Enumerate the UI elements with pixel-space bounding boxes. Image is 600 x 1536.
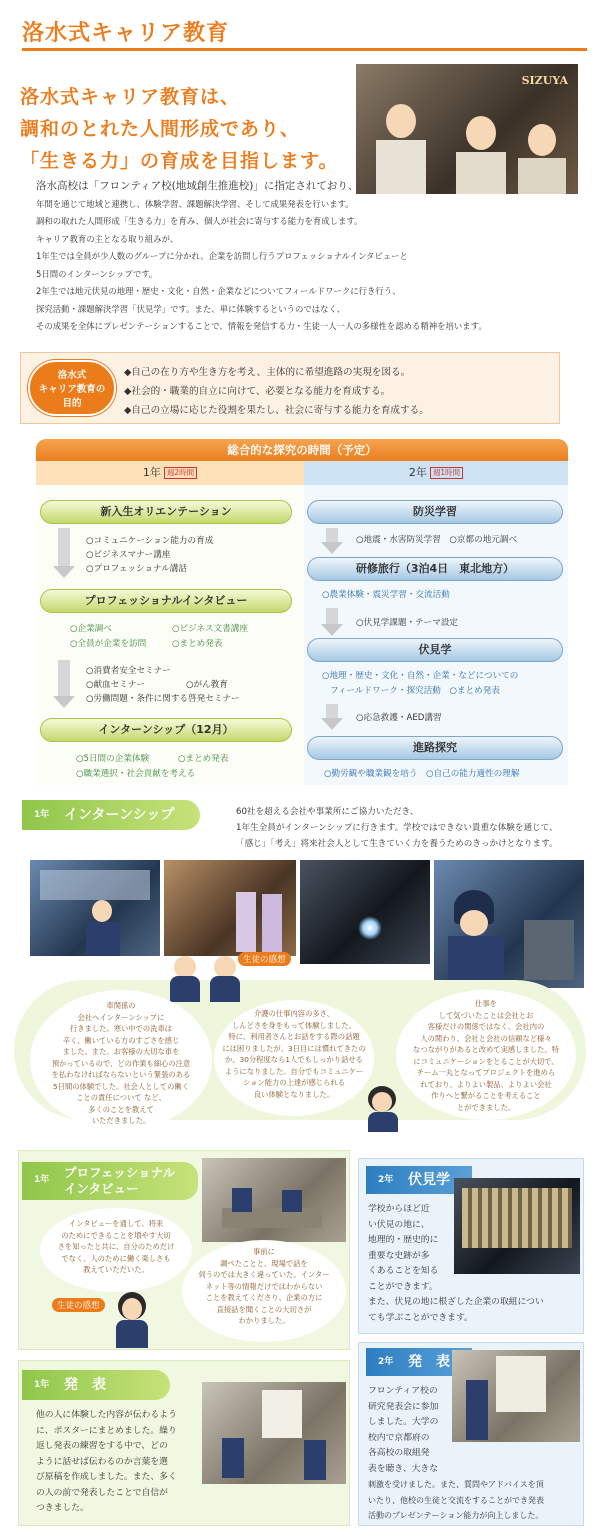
y2-career-bar: 進路探究 xyxy=(307,736,563,760)
photo-interview xyxy=(202,1158,346,1242)
student-figure xyxy=(166,956,206,1002)
section-title: インターンシップ xyxy=(64,807,175,823)
year1-column-header xyxy=(36,461,304,485)
bubble-line: 直接話を聞くことの大切さが xyxy=(216,1304,312,1314)
bubble-line: 伺うのでは大きく違っていた。インター xyxy=(198,1270,330,1279)
photo-car-repair xyxy=(434,860,584,988)
y1-item: ○企業調べ xyxy=(70,624,112,634)
text-line: フロンティア校の xyxy=(368,1386,438,1396)
year2-column-header xyxy=(304,461,568,485)
bubble-line: には困りましたが、3日目には慣れてきたの xyxy=(222,1043,366,1053)
year1-hours-tag: 週2時間 xyxy=(164,467,197,479)
student-voice-label: 生徒の感想 xyxy=(52,1298,105,1312)
text-line: つきました。 xyxy=(36,1503,89,1513)
flow-arrow xyxy=(321,718,343,730)
y1-item: ○プロフェッショナル講話 xyxy=(86,564,187,574)
photo-kimono xyxy=(164,860,296,956)
purpose-item: ◆自己の在り方や生き方を考え、主体的に希望進路の実現を図る。 xyxy=(124,367,411,378)
bubble-line: 行きました。寒い中での洗車は xyxy=(69,1024,173,1033)
bubble-line: 仕事を xyxy=(475,999,497,1008)
bubble-line: ことの責任について など、 xyxy=(76,1093,166,1102)
lead-line-3: 「生きる力」の育成を目指します。 xyxy=(20,150,339,172)
student-figure xyxy=(466,116,496,150)
bubble-line: 会社へインターンシップに xyxy=(77,1012,165,1022)
intro-line: 年間を通じて地域と連携し、体験学習、課題解決学習、そして成果発表を行います。 xyxy=(36,198,354,209)
bubble-line: 辛く、働いている方のすごさを感じ xyxy=(62,1035,180,1045)
flow-arrow xyxy=(321,624,343,636)
bubble-line: しんどさを身をもって体験しました。 xyxy=(231,1020,357,1030)
intro-line: 5日間のインターンシップです。 xyxy=(36,268,158,279)
year-label: 2年 xyxy=(378,1175,394,1185)
section-title: インタビュー xyxy=(64,1181,139,1196)
flow-arrow xyxy=(53,566,75,578)
internship-text: 「感じ」「考え」将来社会人として生きていく力を養うためのきっかけとなります。 xyxy=(236,839,558,849)
bubble-line: か、30分程度なら1人でもしっかり話せる xyxy=(225,1055,363,1064)
flow-arrow xyxy=(58,528,70,566)
section-title: 発 表 xyxy=(408,1354,450,1370)
year2-label: 2年 xyxy=(408,466,427,479)
intro-line: 調和の取れた人間形成「生きる力」を育み、個人が社会に寄与する能力を育成します。 xyxy=(36,216,363,226)
bubble-line: とができました。 xyxy=(456,1102,516,1112)
y2-item: ○地震・水害防災学習 ○京都の地元調べ xyxy=(356,535,518,545)
flow-arrow xyxy=(53,696,75,708)
bubble-line: のためにできることを増やす大切 xyxy=(61,1230,171,1240)
y1-item: ○職業選択・社会貢献を考える xyxy=(76,769,196,779)
bubble-line: チーム一丸となってプロジェクトを進めら xyxy=(416,1068,556,1077)
lead-line-2: 調和のとれた人間形成であり、 xyxy=(20,118,301,140)
y2-item: ○地理・歴史・文化・自然・企業・などについての xyxy=(322,671,519,681)
text-line: 刺激を受けました。また、質問やアドバイスを頂 xyxy=(368,1480,544,1489)
y1-interview-bar: プロフェッショナルインタビュー xyxy=(40,589,292,613)
text-line: い伏見の地に、 xyxy=(368,1219,430,1230)
text-line: ても学ぶことができます。 xyxy=(368,1312,473,1323)
bubble-line: ことを教えてくださり、企業の方に xyxy=(205,1293,323,1302)
bubble-line: 作りへと繋がることを考えること xyxy=(431,1091,541,1100)
y1-item: ○労働問題・条件に関する啓発セミナー xyxy=(86,694,240,704)
y2-trip-bar: 研修旅行（3泊4日 東北地方） xyxy=(307,557,563,581)
text-line: 重要な史跡が多 xyxy=(368,1250,430,1261)
y2-item: ○応急救護・AED講習 xyxy=(356,713,442,723)
text-line: に、ポスターにまとめました。繰り xyxy=(36,1425,177,1436)
text-line: 活動のプレゼンテーション能力が向上しました。 xyxy=(368,1511,544,1520)
page-title: 洛水式キャリア教育 xyxy=(22,21,230,46)
bubble-line: して気づいたことは会社とお xyxy=(438,1010,534,1020)
y2-item: フィールドワーク・探究活動 ○まとめ発表 xyxy=(330,686,500,696)
presentation2-text xyxy=(368,1384,544,1524)
text-line: また、伏見の地に根ざした企業の取組につい xyxy=(368,1297,544,1307)
intro-line: 洛水高校は「フロンティア校(地域創生推進校)」に指定されており、 xyxy=(36,180,359,192)
bubble-line: 5日間の体験でした。社会人としての働く xyxy=(53,1081,189,1091)
bubble-line: ました。また、お客様の大切な車を xyxy=(62,1047,180,1056)
program-title: 総合的な探究の時間（予定） xyxy=(36,439,568,461)
badge-line: キャリア教育の xyxy=(38,384,106,395)
text-line: 地理的・歴史的に xyxy=(368,1235,439,1245)
year1-label: 1年 xyxy=(142,466,161,479)
badge-line: 目的 xyxy=(62,398,82,409)
y1-item: ○消費者安全セミナー xyxy=(86,666,171,676)
purpose-badge xyxy=(28,360,116,416)
intro-text xyxy=(36,178,566,336)
photo-welding xyxy=(300,860,430,964)
y2-disaster-bar: 防災学習 xyxy=(307,500,563,524)
bubble-line: 客様だけの関係ではなく、会社内の xyxy=(427,1022,545,1031)
text-line: び原稿を作成しました。また、多く xyxy=(36,1472,177,1482)
flow-arrow xyxy=(326,608,338,624)
year-label: 1年 xyxy=(34,810,50,820)
bubble-line: を払わなければならないという緊張のある xyxy=(51,1070,191,1079)
y1-item: ○ビジネス文書講座 xyxy=(172,624,248,634)
text-line: ように話せば伝わるのか言葉を選 xyxy=(36,1456,168,1467)
bubble-line: でなく、人のために働く楽しさも xyxy=(61,1253,171,1263)
y2-item: ○農業体験・震災学習・交流活動 xyxy=(322,590,450,600)
text-line: くあることを知る xyxy=(368,1266,439,1276)
fushimi-text xyxy=(368,1202,544,1326)
bubble-line: 人の関わり、会社と会社の信頼など様々 xyxy=(420,1033,552,1043)
year-label: 1年 xyxy=(34,1175,50,1185)
intro-line: 1年生では全員が少人数のグループに分かれ、企業を訪問し行うプロフェッショナルインタビューと xyxy=(36,251,408,261)
text-line: 他の人に体験した内容が伝わるよう xyxy=(36,1410,177,1420)
text-line: 表を聴き、大きな xyxy=(368,1463,439,1474)
bubble-line: いただきました。 xyxy=(91,1116,151,1125)
text-line: しました。大学の xyxy=(368,1417,439,1427)
bubble-line: なつながりがあると改めて実感しました。特 xyxy=(413,1045,559,1054)
bubble-line: 預かっているので、どの作業も細心の注意 xyxy=(51,1058,191,1068)
y1-item: ○まとめ発表 xyxy=(172,639,223,649)
bubble-line: にコミュニケーションをとることが大切で、 xyxy=(413,1056,559,1066)
bubble-line: ようになりました。自分でもコミュニケー xyxy=(224,1066,364,1076)
photo-poster-session xyxy=(202,1382,346,1484)
bubble-line: 介護の仕事内容の多さ、 xyxy=(254,1009,334,1018)
internship-text: 1年生全員がインターンシップに行きます。学校ではできない貴重な体験を通じて、 xyxy=(236,823,558,833)
voice-bubble-research xyxy=(182,1240,346,1342)
student-voice-label: 生徒の感想 xyxy=(238,952,291,966)
text-line: ことができます。 xyxy=(368,1281,438,1292)
bubble-line: さを知ったと共に、自分のためだけ xyxy=(57,1242,175,1251)
hero-photo xyxy=(356,64,578,194)
flow-arrow xyxy=(326,528,338,542)
year2-hours-tag: 週1時間 xyxy=(430,467,463,479)
y2-fushimi-bar: 伏見学 xyxy=(307,638,563,662)
flow-arrow xyxy=(326,704,338,718)
bubble-line: ネット等の情報だけではわからない xyxy=(205,1281,323,1291)
bubble-line: れており、よりよい製品、よりよい会社 xyxy=(420,1079,552,1089)
y1-internship-bar: インターンシップ（12月） xyxy=(40,718,292,742)
text-line: 学校からほど近 xyxy=(368,1204,430,1214)
bubble-line: 事前に xyxy=(253,1247,275,1256)
flow-arrow xyxy=(58,660,70,696)
photo-store xyxy=(30,860,160,956)
badge-line: 洛水式 xyxy=(57,370,87,381)
presentation1-section-tab xyxy=(22,1370,170,1400)
title-underline xyxy=(22,48,587,51)
text-line: いたり、他校の生徒と交流をすることができ発表 xyxy=(368,1495,544,1505)
year-label: 1年 xyxy=(34,1380,50,1390)
bubble-line: 調べたことと、現場で話を xyxy=(220,1258,308,1268)
y1-item: ○ビジネスマナー講座 xyxy=(86,550,171,560)
voice-bubble-interview xyxy=(40,1208,192,1292)
text-line: 各高校の取組発 xyxy=(368,1448,430,1458)
y1-orientation-bar: 新入生オリエンテーション xyxy=(40,500,292,524)
y1-item: ○5日間の企業体験 xyxy=(76,754,150,764)
intro-line: 探究活動・課題解決学習「伏見学」です。また、単に体験するというのではなく、 xyxy=(36,303,346,314)
student-figure xyxy=(528,124,556,156)
y1-item: ○コミュニケーション能力の育成 xyxy=(86,536,214,546)
bubble-line: インタビューを通して、将来 xyxy=(68,1219,164,1228)
intro-line: その成果を全体にプレゼンテーションすることで、情報を発信する力・生徒一人一人の多様性を認める精神を培います。 xyxy=(36,321,487,331)
student-figure xyxy=(110,1292,154,1348)
intro-line: 2年生では地元伏見の地理・歴史・文化・自然・企業などについてフィールドワークに行き行う、 xyxy=(36,286,401,296)
bubble-line: 車関係の xyxy=(106,1001,136,1010)
text-line: 返し発表の練習をする中で、どの xyxy=(36,1441,168,1451)
y1-item: ○まとめ発表 xyxy=(178,754,229,764)
text-line: の人の前で発表したことで自信が xyxy=(36,1487,168,1498)
bubble-line: わかりました。 xyxy=(238,1316,290,1325)
flow-arrow xyxy=(321,542,343,554)
voice-bubble-car xyxy=(30,990,212,1130)
bubble-line: 教えていただいた。 xyxy=(83,1265,149,1274)
y2-item: ○伏見学課題・テーマ設定 xyxy=(356,618,459,628)
internship-text: 60社を超える会社や事業所にご協力いただき、 xyxy=(236,807,419,817)
y1-item: ○がん教育 xyxy=(186,680,228,690)
intro-line: キャリア教育の主となる取り組みが、 xyxy=(36,233,179,244)
section-title: 伏見学 xyxy=(408,1172,450,1188)
purpose-item: ◆社会的・職業的自立に向けて、必要となる能力を育成する。 xyxy=(124,386,391,397)
presentation1-text xyxy=(36,1408,177,1517)
bubble-line: 良い体験となりました。 xyxy=(253,1089,335,1099)
text-line: 校内で京都府の xyxy=(368,1432,430,1443)
lead-line-1: 洛水式キャリア教育は、 xyxy=(20,86,241,108)
y2-item: ○勤労観や職業観を培う ○自己の能力適性の理解 xyxy=(324,769,520,779)
voice-bubble-care xyxy=(214,1000,374,1116)
bubble-line: 特に、利用者さんとお話をする際の話題 xyxy=(228,1032,360,1041)
y1-item: ○全員が企業を訪問 xyxy=(70,639,147,649)
internship-section-tab xyxy=(22,800,200,830)
y1-item: ○献血セミナー xyxy=(86,680,146,690)
section-title: 発 表 xyxy=(64,1377,106,1393)
student-figure xyxy=(386,104,416,138)
voice-bubble-company xyxy=(396,990,576,1120)
bubble-line: 多くのことを教えて xyxy=(88,1104,154,1114)
section-title: プロフェッショナル xyxy=(64,1165,176,1180)
interview-section-tab xyxy=(22,1162,198,1200)
year-label: 2年 xyxy=(378,1357,394,1367)
bubble-line: ション能力の上達が感じられる xyxy=(242,1078,345,1087)
purpose-item: ◆自己の立場に応じた役割を果たし、社会に寄与する能力を育成する。 xyxy=(124,405,429,416)
shop-sign: SIZUYA xyxy=(521,74,568,87)
text-line: 研究発表会に参加 xyxy=(368,1401,439,1412)
